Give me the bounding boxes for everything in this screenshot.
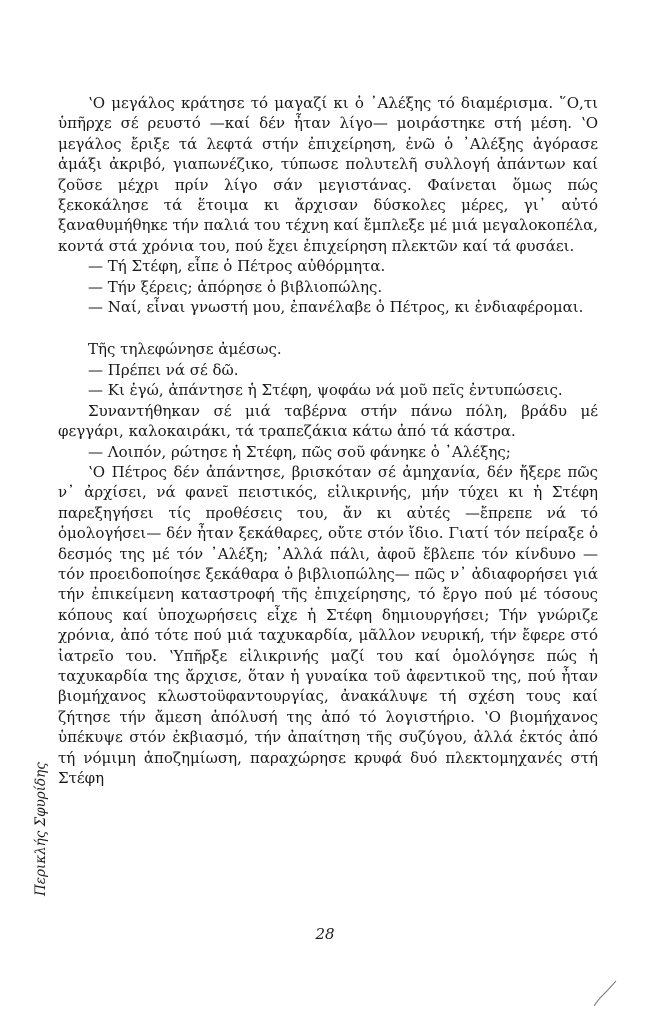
pencil-mark-icon <box>590 978 620 1008</box>
dialogue-line: — Τή Στέφη, εἶπε ὁ Πέτρος αὐθόρμητα. <box>88 257 386 276</box>
paragraph: ʽΟ μεγάλος κράτησε τό μαγαζί κι ὁ ᾿Αλέξης τό διαμέρισμα. ῞Ο,τι ὑπῆρχε σέ ρευστό —καί δέν ἦταν λίγο— μοιράστηκε στή μέση. ʽΟ μεγάλος ἔριξε τά λεφτά στήν ἐπιχείρηση, ἐνῶ ὁ ᾿Αλέξης ἀγόρασε ἁμάξι ἀκριβό, γιαπωνέζικο, τύπωσε πολυτελῆ συλλογή ἁπάντων καί ζοῦσε μέχρι πρίν λίγο σάν μεγιστάνας. Φαίνεται ὅμως πώς ξεκοκάλησε τά ἕτοιμα κι ἄρχισαν δύσκολες μέρες, γι᾿ αὐτό ξαναθυμήθηκε τήν παλιά του τέχνη καί ἔμπλεξε μέ μιά μεγαλοκοπέλα, κοντά στά χρόνια του, πού ἔχει ἐπιχείρηση πλεκτῶν καί τά φυσάει. <box>58 94 598 255</box>
paragraph: Τῆς τηλεφώνησε ἀμέσως. <box>88 340 282 359</box>
dialogue-line: — Ναί, εἶναι γνωστή μου, ἐπανέλαβε ὁ Πέτρος, κι ἐνδιαφέρομαι. <box>88 298 584 317</box>
paragraph: ʽΟ Πέτρος δέν ἀπάντησε, βρισκόταν σέ ἀμηχανία, δέν ἤξερε πῶς ν᾿ ἀρχίσει, νά φανεῖ πειστικός, εἰλικρινής, μήν τύχει κι ἡ Στέφη παρεξηγήσει τίς προθέσεις του, ἄν κι αὐτές —ἔπρεπε νά τό ὁμολογήσει— δέν ἦταν ξεκάθαρες, οὔτε στόν ἴδιο. Γιατί τόν πείραξε ὁ δεσμός της μέ τόν ᾿Αλέξη; ᾿Αλλά πάλι, ἀφοῦ ἔβλεπε τόν κίνδυνο —τόν προειδοποίησε ξεκάθαρα ὁ βιβλιοπώλης— πῶς ν᾿ ἀδιαφορήσει γιά τήν ἐπικείμενη καταστροφή τῆς ἐπιχείρησης, τό ἔργο πού μέ τόσους κόπους καί ὑποχωρήσεις εἶχε ἡ Στέφη δημιουργήσει; Τήν γνώριζε χρόνια, ἀπό τότε πού μιά ταχυκαρδία, μᾶλλον νευρική, τήν ἔφερε στό ἰατρεῖο του. ʽΥπῆρξε εἰλικρινής μαζί του καί ὁμολόγησε πώς ἡ ταχυκαρδία της ἄρχισε, ὅταν ἡ γυναίκα τοῦ ἀφεντικοῦ της, πού ἦταν βιομήχανος κλωστοϋφαντουργίας, ἀνακάλυψε τή σχέση τους καί ζήτησε τήν ἄμεση ἀπόλυσή της ἀπό τό λογιστήριο. ʽΟ βιομήχανος ὑπέκυψε στόν ἐκβιασμό, τήν ἀπαίτηση τῆς συζύγου, ἀλλά ἐκτός ἀπό τή νόμιμη ἀποζημίωση, παραχώρησε κρυφά δυό πλεκτομηχανές στή Στέφη <box>58 462 598 787</box>
author-side-note: Περικλής Σφυρίδης <box>33 762 49 896</box>
dialogue-line: — Πρέπει νά σέ δῶ. <box>88 360 239 379</box>
dialogue-line: — Λοιπόν, ρώτησε ἡ Στέφη, πῶς σοῦ φάνηκε ὁ ᾿Αλέξης; <box>88 442 511 461</box>
dialogue-line: — Κι ἐγώ, ἀπάντησε ἡ Στέφη, ψοφάω νά μοῦ πεῖς ἐντυπώσεις. <box>88 381 563 400</box>
page-number: 28 <box>315 925 335 943</box>
body-text <box>58 93 598 788</box>
paragraph: Συναντήθηκαν σέ μιά ταβέρνα στήν πάνω πόλη, βράδυ μέ φεγγάρι, καλοκαιράκι, τά τραπεζάκια κάτω ἀπό τά κάστρα. <box>58 401 598 441</box>
dialogue-line: — Τήν ξέρεις; ἀπόρησε ὁ βιβλιοπώλης. <box>88 277 383 296</box>
